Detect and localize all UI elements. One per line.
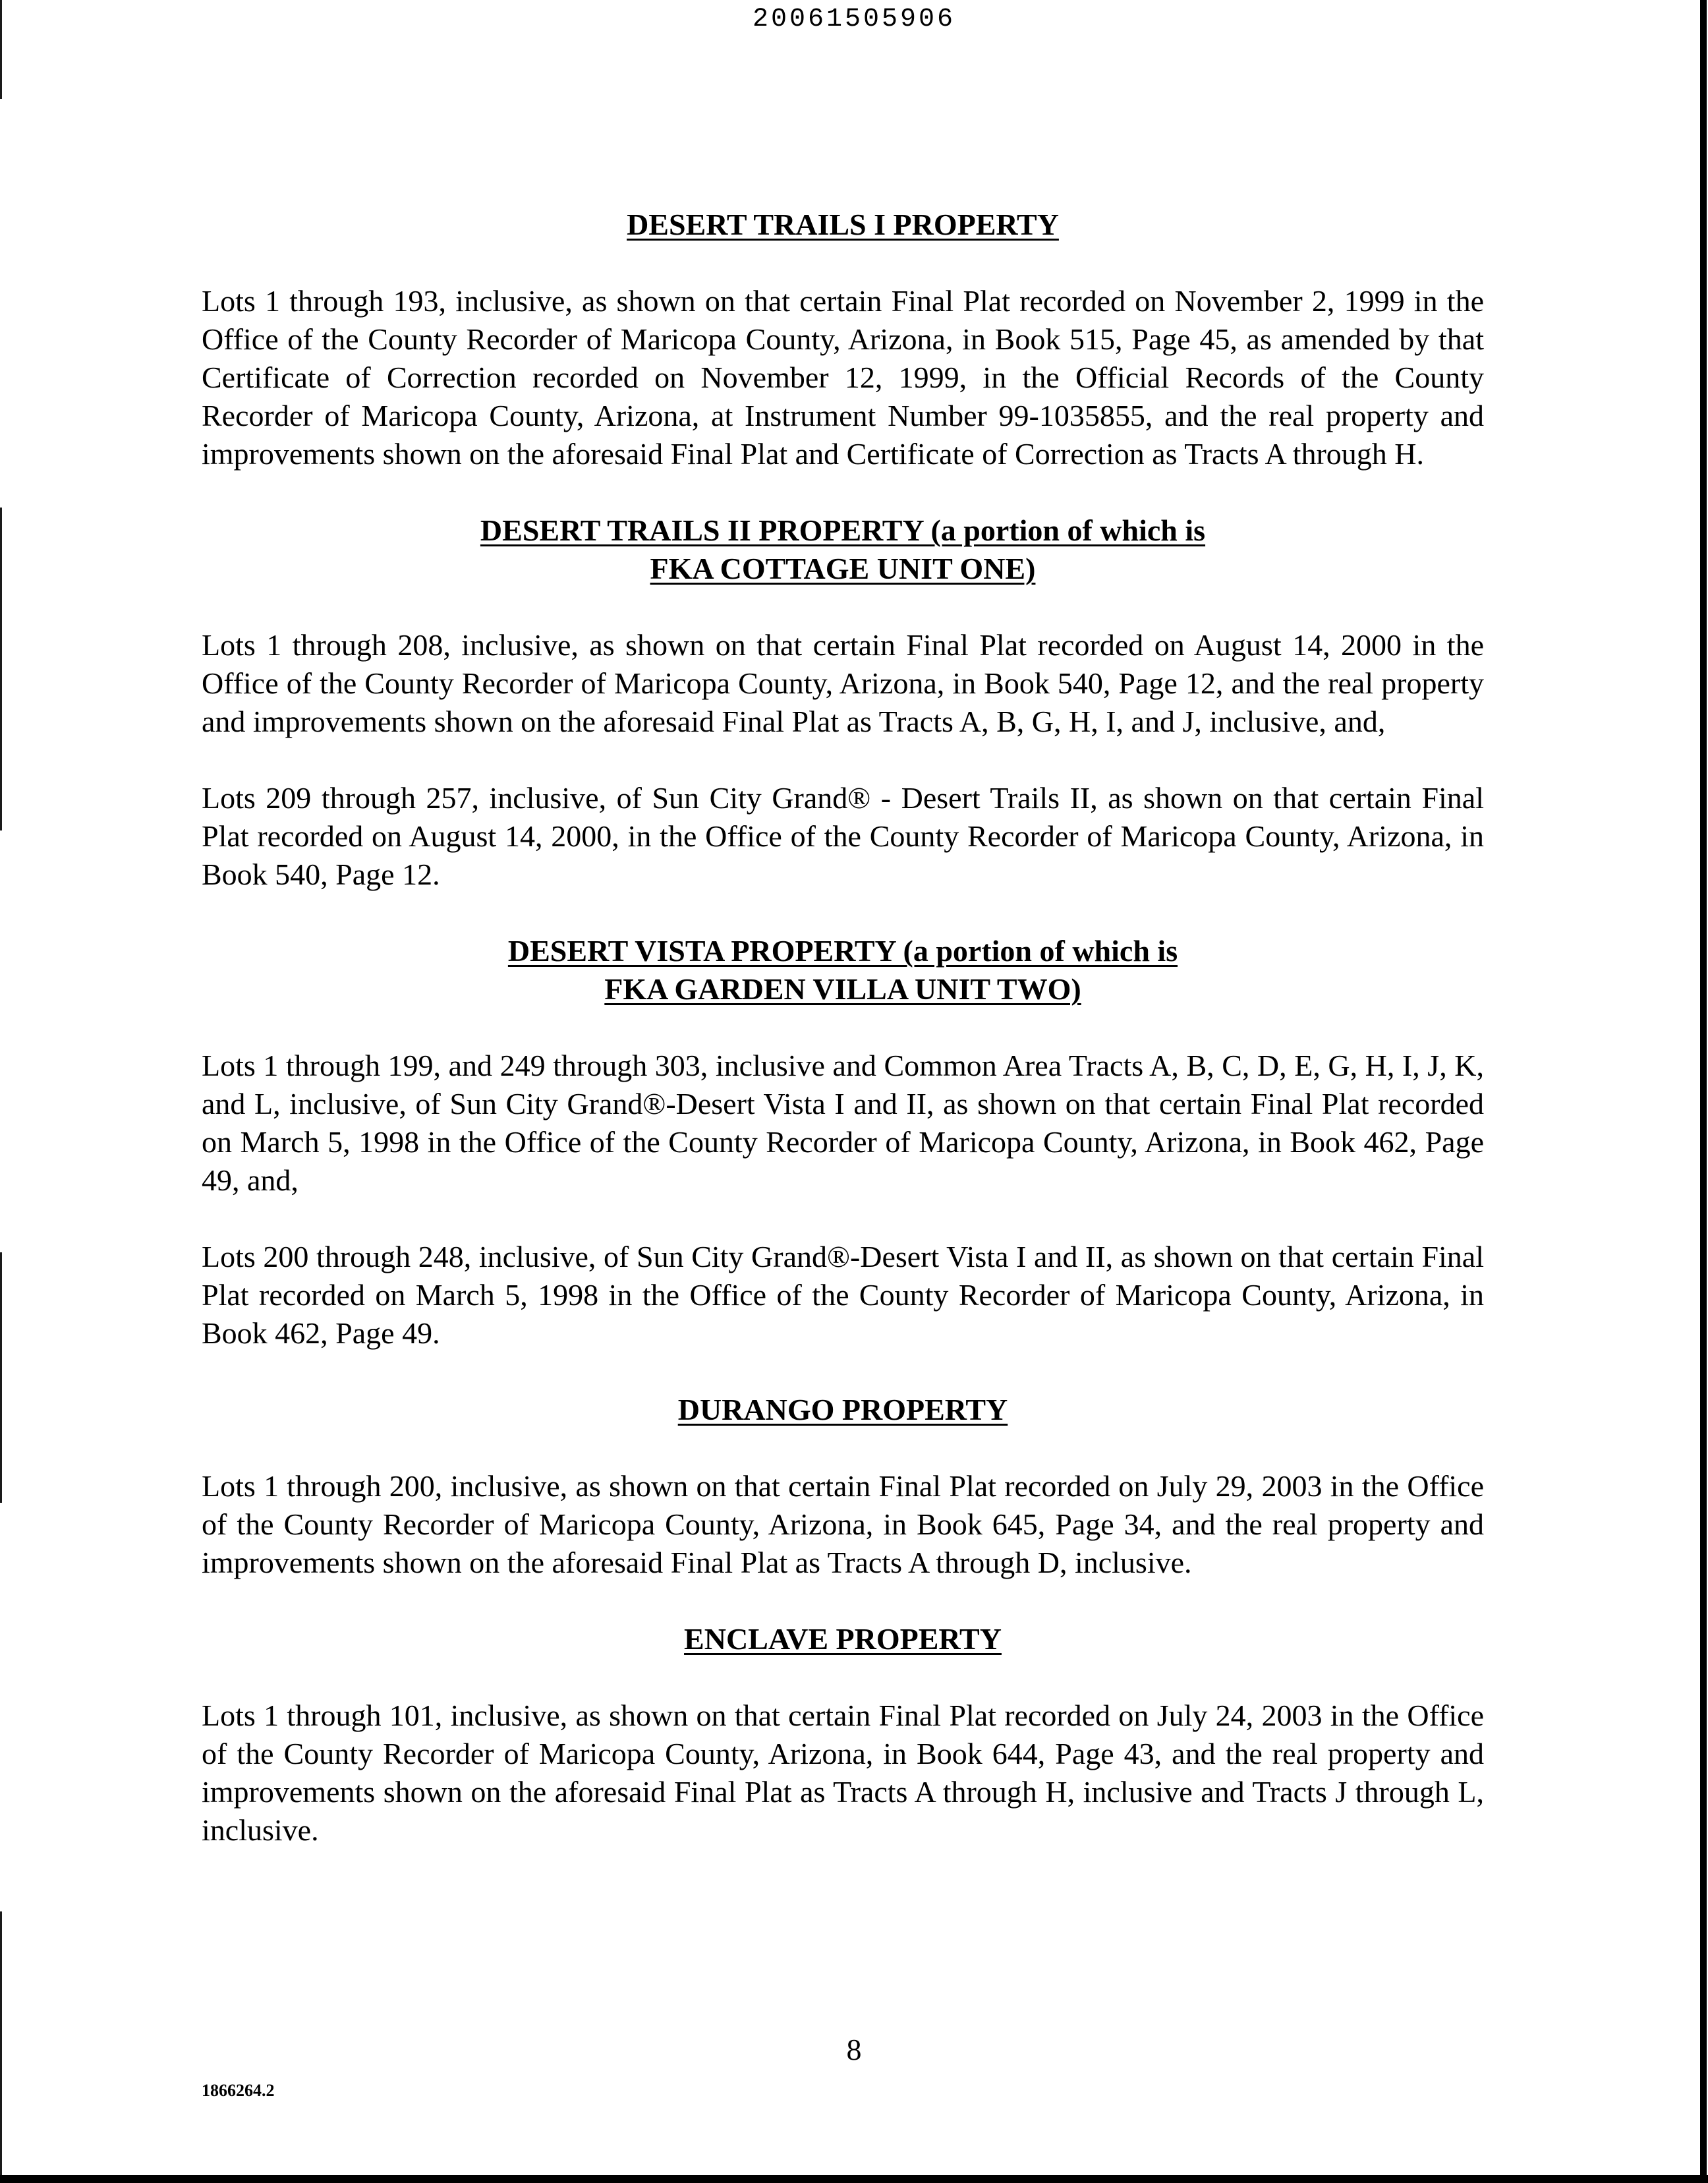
heading-line: DESERT TRAILS II PROPERTY (a portion of which is <box>480 513 1206 547</box>
section-paragraph: Lots 1 through 193, inclusive, as shown on that certain Final Plat recorded on November 2, 1999 in the Office of the County Recorder of Maricopa County, Arizona, in Book 515, Page 45, as amended by that Certificate of Correction recorded on November 12, 1999, in the Official Records of the County Recorder of Maricopa County, Arizona, at Instrument Number 99-1035855, and the real property and improvements shown on the aforesaid Final Plat and Certificate of Correction as Tracts A through H. <box>202 284 1484 471</box>
section-desert-trails-ii <box>202 511 1484 932</box>
heading-line: FKA GARDEN VILLA UNIT TWO) <box>604 972 1081 1006</box>
section-desert-trails-i <box>202 206 1484 511</box>
section-heading <box>202 1391 1484 1429</box>
section-durango <box>202 1391 1484 1620</box>
section-paragraph: Lots 1 through 199, and 249 through 303, inclusive and Common Area Tracts A, B, C, D, E, G, H, I, J, K, and L, inclusive, of Sun City Grand®-Desert Vista I and II, as shown on that certain Final Plat recorded on March 5, 1998 in the Office of the County Recorder of Maricopa County, Arizona, in Book 462, Page 49, and, <box>202 1049 1484 1197</box>
section-heading <box>202 206 1484 244</box>
section-desert-vista <box>202 932 1484 1391</box>
scan-edge-bottom <box>0 2175 1708 2183</box>
heading-line: DESERT VISTA PROPERTY (a portion of which is <box>507 934 1178 968</box>
section-paragraph: Lots 209 through 257, inclusive, of Sun City Grand® - Desert Trails II, as shown on that certain Final Plat recorded on August 14, 2000, in the Office of the County Recorder of Maricopa County, Arizona, in Book 540, Page 12. <box>202 781 1484 891</box>
page-number: 8 <box>846 2033 862 2066</box>
section-paragraph: Lots 1 through 208, inclusive, as shown on that certain Final Plat recorded on August 14, 2000 in the Office of the County Recorder of Maricopa County, Arizona, in Book 540, Page 12, and the real property and improvements shown on the aforesaid Final Plat as Tracts A, B, G, H, I, and J, inclusive, and, <box>202 628 1484 738</box>
recording-number: 20061505906 <box>752 5 956 34</box>
section-enclave <box>202 1620 1484 1849</box>
section-heading <box>202 932 1484 1008</box>
heading-line: FKA COTTAGE UNIT ONE) <box>650 552 1036 585</box>
scan-edge-gap <box>0 1503 2 1911</box>
scan-edge-right <box>1700 0 1707 2183</box>
heading-line: DESERT TRAILS I PROPERTY <box>627 208 1059 241</box>
section-heading <box>202 511 1484 588</box>
section-heading <box>202 1620 1484 1658</box>
document-id: 1866264.2 <box>202 2081 275 2100</box>
heading-line: DURANGO PROPERTY <box>677 1393 1008 1426</box>
scan-edge-gap <box>0 99 2 508</box>
heading-line: ENCLAVE PROPERTY <box>684 1622 1002 1656</box>
document-body <box>202 206 1484 1849</box>
section-paragraph: Lots 200 through 248, inclusive, of Sun City Grand®-Desert Vista I and II, as shown on that certain Final Plat recorded on March 5, 1998 in the Office of the County Recorder of Maricopa County, Arizona, in Book 462, Page 49. <box>202 1240 1484 1350</box>
section-paragraph: Lots 1 through 101, inclusive, as shown on that certain Final Plat recorded on July 24, 2003 in the Office of the County Recorder of Maricopa County, Arizona, in Book 644, Page 43, and the real property and improvements shown on the aforesaid Final Plat as Tracts A through H, inclusive and Tracts J through L, inclusive. <box>202 1699 1484 1847</box>
scan-edge-gap <box>0 830 2 1252</box>
section-paragraph: Lots 1 through 200, inclusive, as shown on that certain Final Plat recorded on July 29, 2003 in the Office of the County Recorder of Maricopa County, Arizona, in Book 645, Page 34, and the real property and improvements shown on the aforesaid Final Plat as Tracts A through D, inclusive. <box>202 1469 1484 1579</box>
